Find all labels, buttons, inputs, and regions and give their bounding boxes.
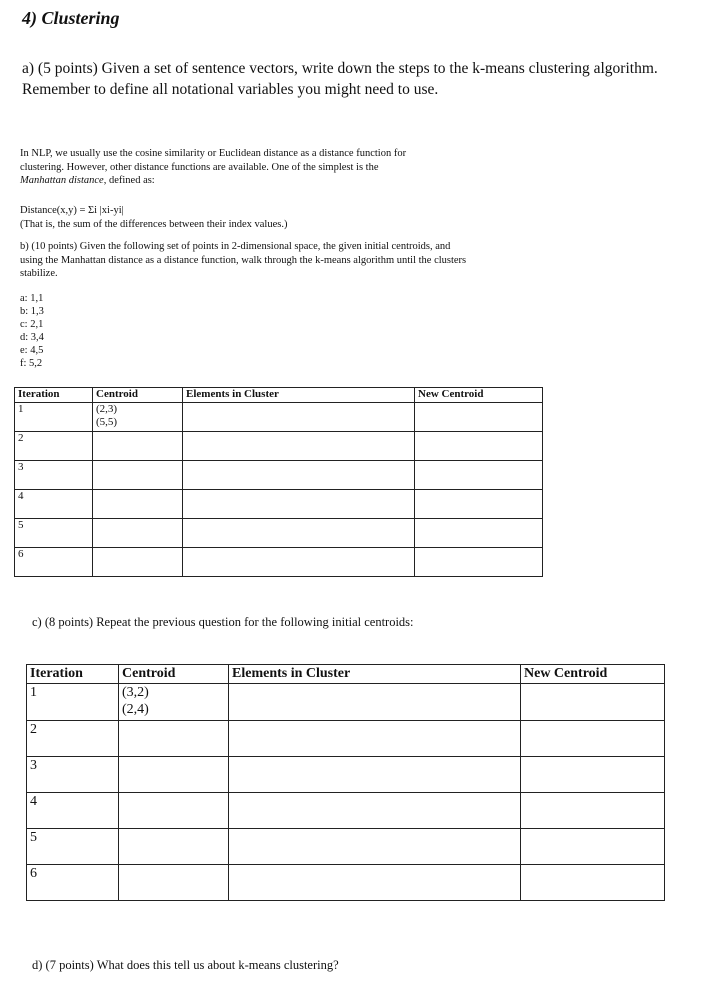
iteration-cell: 3 bbox=[15, 461, 93, 490]
elements-cell[interactable] bbox=[183, 432, 415, 461]
new-centroid-cell[interactable] bbox=[521, 684, 665, 721]
new-centroid-cell[interactable] bbox=[415, 490, 543, 519]
new-centroid-cell[interactable] bbox=[415, 519, 543, 548]
centroid-cell[interactable] bbox=[93, 432, 183, 461]
table-row bbox=[15, 519, 543, 548]
point-item: a: 1,1 bbox=[20, 293, 44, 304]
elements-cell[interactable] bbox=[229, 793, 521, 829]
centroid-value: (3,2) bbox=[122, 685, 149, 700]
centroid-cell bbox=[119, 684, 229, 721]
new-centroid-cell[interactable] bbox=[521, 721, 665, 757]
iteration-cell: 4 bbox=[27, 793, 119, 829]
question-d: d) (7 points) What does this tell us about k-means clustering? bbox=[32, 958, 339, 972]
centroid-cell[interactable] bbox=[119, 721, 229, 757]
table-c bbox=[26, 664, 665, 901]
elements-cell[interactable] bbox=[229, 829, 521, 865]
elements-cell[interactable] bbox=[229, 865, 521, 901]
iteration-cell: 1 bbox=[27, 684, 119, 721]
elements-cell[interactable] bbox=[183, 490, 415, 519]
new-centroid-cell[interactable] bbox=[415, 461, 543, 490]
table-row bbox=[27, 721, 665, 757]
centroid-cell[interactable] bbox=[119, 829, 229, 865]
point-list bbox=[20, 292, 44, 370]
table-row bbox=[27, 684, 665, 721]
centroid-cell[interactable] bbox=[119, 793, 229, 829]
table-row bbox=[15, 548, 543, 577]
centroid-cell[interactable] bbox=[119, 865, 229, 901]
header-centroid: Centroid bbox=[93, 388, 183, 403]
iteration-cell: 2 bbox=[15, 432, 93, 461]
iteration-cell: 2 bbox=[27, 721, 119, 757]
header-iteration: Iteration bbox=[27, 665, 119, 684]
header-centroid: Centroid bbox=[119, 665, 229, 684]
new-centroid-cell[interactable] bbox=[521, 757, 665, 793]
elements-cell[interactable] bbox=[229, 721, 521, 757]
iteration-cell: 6 bbox=[15, 548, 93, 577]
new-centroid-cell[interactable] bbox=[415, 432, 543, 461]
elements-cell[interactable] bbox=[183, 548, 415, 577]
centroid-value: (2,4) bbox=[122, 702, 149, 717]
table-header-row bbox=[27, 665, 665, 684]
iteration-cell: 3 bbox=[27, 757, 119, 793]
new-centroid-cell[interactable] bbox=[521, 865, 665, 901]
nlp-intro bbox=[20, 147, 470, 188]
elements-cell[interactable] bbox=[183, 461, 415, 490]
table-row bbox=[15, 403, 543, 432]
centroid-cell[interactable] bbox=[93, 490, 183, 519]
iteration-cell: 6 bbox=[27, 865, 119, 901]
point-item: c: 2,1 bbox=[20, 319, 44, 330]
header-iteration: Iteration bbox=[15, 388, 93, 403]
point-item: e: 4,5 bbox=[20, 345, 44, 356]
distance-note: (That is, the sum of the differences between their index values.) bbox=[20, 218, 288, 230]
table-row bbox=[27, 793, 665, 829]
point-item: b: 1,3 bbox=[20, 306, 44, 317]
table-row bbox=[27, 865, 665, 901]
centroid-cell[interactable] bbox=[93, 461, 183, 490]
manhattan-term: Manhattan distance bbox=[20, 175, 104, 186]
centroid-cell[interactable] bbox=[93, 519, 183, 548]
table-header-row bbox=[15, 388, 543, 403]
question-c: c) (8 points) Repeat the previous question for the following initial centroids: bbox=[32, 615, 414, 629]
nlp-intro-line2: clustering. However, other distance functions are available. One of the simplest is the bbox=[20, 161, 379, 173]
centroid-value: (5,5) bbox=[96, 416, 118, 428]
iteration-cell: 4 bbox=[15, 490, 93, 519]
header-new-centroid: New Centroid bbox=[521, 665, 665, 684]
centroid-value: (2,3) bbox=[96, 403, 118, 415]
centroid-cell[interactable] bbox=[93, 548, 183, 577]
header-elements: Elements in Cluster bbox=[183, 388, 415, 403]
table-row bbox=[15, 490, 543, 519]
elements-cell[interactable] bbox=[183, 403, 415, 432]
elements-cell[interactable] bbox=[229, 684, 521, 721]
distance-definition bbox=[20, 204, 470, 231]
new-centroid-cell[interactable] bbox=[415, 548, 543, 577]
nlp-intro-line1: In NLP, we usually use the cosine similarity or Euclidean distance as a distance function for bbox=[20, 148, 407, 159]
centroid-cell bbox=[93, 403, 183, 432]
new-centroid-cell[interactable] bbox=[415, 403, 543, 432]
table-row bbox=[15, 461, 543, 490]
point-item: d: 3,4 bbox=[20, 332, 44, 343]
elements-cell[interactable] bbox=[183, 519, 415, 548]
header-new-centroid: New Centroid bbox=[415, 388, 543, 403]
distance-formula: Distance(x,y) = Σi |xi-yi| bbox=[20, 205, 124, 216]
table-row bbox=[27, 757, 665, 793]
elements-cell[interactable] bbox=[229, 757, 521, 793]
point-item: f: 5,2 bbox=[20, 358, 43, 369]
table-b bbox=[14, 387, 543, 577]
iteration-cell: 5 bbox=[15, 519, 93, 548]
header-elements: Elements in Cluster bbox=[229, 665, 521, 684]
table-row bbox=[15, 432, 543, 461]
question-a: a) (5 points) Given a set of sentence vectors, write down the steps to the k-means clustering algorithm. Remember to define all notational variables you might need to use. bbox=[22, 60, 658, 98]
centroid-cell[interactable] bbox=[119, 757, 229, 793]
question-b: b) (10 points) Given the following set of points in 2-dimensional space, the given initial centroids, and using the Manhattan distance as a distance function, walk through the k-means algorithm until the clusters stabilize. bbox=[20, 241, 467, 279]
section-title: 4) Clustering bbox=[22, 8, 120, 28]
iteration-cell: 5 bbox=[27, 829, 119, 865]
iteration-cell: 1 bbox=[15, 403, 93, 432]
new-centroid-cell[interactable] bbox=[521, 793, 665, 829]
table-row bbox=[27, 829, 665, 865]
nlp-intro-suffix: , defined as: bbox=[103, 175, 155, 186]
new-centroid-cell[interactable] bbox=[521, 829, 665, 865]
